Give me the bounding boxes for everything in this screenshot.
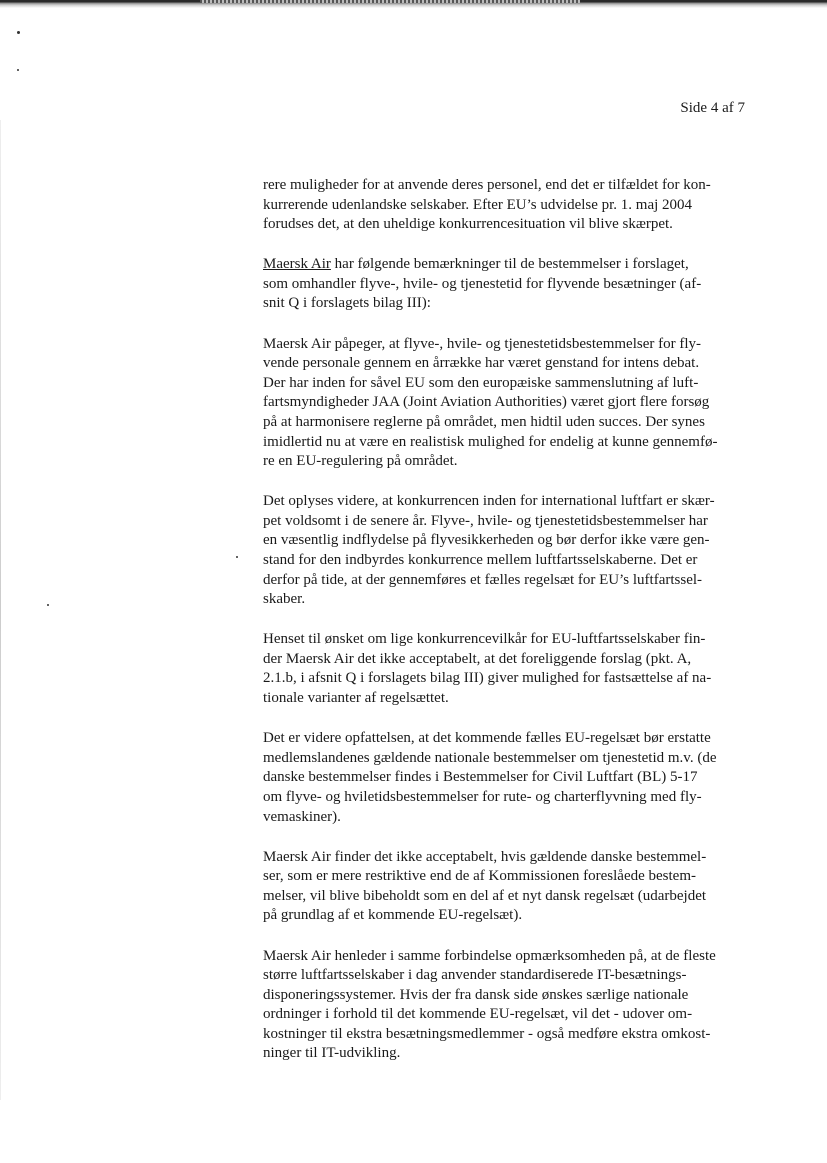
text-line: stand for den indbyrdes konkurrence mellem luftfartsselskaberne. Det er: [263, 552, 698, 568]
paragraph-4: [263, 492, 749, 610]
text-line: ninger til IT-udvikling.: [263, 1045, 401, 1062]
text-fragment: har følgende bemærkninger til de bestemmelser i forslaget,: [330, 256, 689, 273]
text-line: medlemslandenes gældende nationale bestemmelser om tjenestetid m.v. (de: [263, 749, 717, 766]
scan-speck: [17, 31, 20, 34]
text-line: Der har inden for såvel EU som den europæiske sammenslutning af luft-: [263, 374, 699, 391]
text-line: disponeringssystemer. Hvis der fra dansk side ønskes særlige nationale: [263, 986, 689, 1003]
text-line: en væsentlig indflydelse på flyvesikkerheden og bør derfor ikke være gen-: [263, 532, 710, 549]
text-line: større luftfartsselskaber i dag anvender standardiserede IT-besætnings-: [263, 967, 687, 984]
text-line: melser, vil blive bibeholdt som en del af et nyt dansk regelsæt (udarbejdet: [263, 887, 707, 904]
text-line: kurrerende udenlandske selskaber. Efter EU’s udvidelse pr. 1. maj 2004: [263, 196, 693, 213]
text-line: snit Q i forslagets bilag III):: [263, 295, 431, 312]
text-line: tionale varianter af regelsættet.: [263, 690, 449, 707]
text-line: kostninger til ekstra besætningsmedlemmer - også medføre ekstra omkost-: [263, 1025, 711, 1042]
text-line: derfor på tide, at der gennemføres et fælles regelsæt for EU’s luftfartssel-: [263, 571, 703, 588]
text-line: der Maersk Air det ikke acceptabelt, at det foreliggende forslag (pkt. A,: [263, 650, 692, 667]
text-line: Det er videre opfattelsen, at det kommende fælles EU-regelsæt bør erstatte: [263, 730, 711, 747]
text-line: imidlertid nu at være en realistisk mulighed for endelig at kunne gennemfø-: [263, 433, 718, 450]
text-line: forudses det, at den uheldige konkurrencesituation vil blive skærpet.: [263, 216, 673, 233]
scan-speck: [47, 604, 49, 606]
text-line: Maersk Air finder det ikke acceptabelt, hvis gældende danske bestemmel-: [263, 848, 707, 865]
text-line: ser, som er mere restriktive end de af Kommissionen foreslåede bestem-: [263, 868, 697, 885]
company-name-underlined: Maersk Air: [263, 256, 331, 273]
text-line: vende personale gennem en årrække har været genstand for intens debat.: [263, 355, 700, 372]
paragraph-6: [263, 729, 749, 827]
page-number: Side 4 af 7: [680, 100, 745, 116]
text-line: som omhandler flyve-, hvile- og tjenestetid for flyvende besætninger (af-: [263, 275, 702, 292]
scan-speck: [236, 556, 238, 558]
paragraph-3: [263, 335, 749, 472]
scan-top-dither: [200, 0, 580, 3]
text-line: ordninger i forhold til det kommende EU-regelsæt, vil det - udover om-: [263, 1006, 693, 1023]
paragraph-2: [263, 255, 749, 314]
text-line: skaber.: [263, 591, 306, 608]
scan-left-edge: [0, 120, 1, 1100]
text-line: vemaskiner).: [263, 808, 341, 825]
text-line: om flyve- og hviletidsbestemmelser for rute- og charterflyvning med fly-: [263, 788, 702, 805]
text-line: pet voldsomt i de senere år. Flyve-, hvile- og tjenestetidsbestemmelser har: [263, 512, 708, 529]
scan-speck: [17, 69, 19, 71]
text-line: Maersk Air henleder i samme forbindelse opmærksomheden på, at de fleste: [263, 947, 716, 964]
text-line: Maersk Air påpeger, at flyve-, hvile- og tjenestetidsbestemmelser for fly-: [263, 335, 702, 352]
text-line: på grundlag af et kommende EU-regelsæt).: [263, 907, 523, 924]
text-line: danske bestemmelser findes i Bestemmelser for Civil Luftfart (BL) 5-17: [263, 769, 698, 786]
paragraph-5: [263, 630, 749, 708]
paragraph-7: [263, 848, 749, 926]
text-line: på at harmonisere reglerne på området, men hidtil uden succes. Der synes: [263, 413, 705, 430]
text-line: [263, 255, 749, 275]
paragraph-8: [263, 947, 749, 1065]
text-line: fartsmyndigheder JAA (Joint Aviation Authorities) været gjort flere forsøg: [263, 394, 710, 411]
text-line: 2.1.b, i afsnit Q i forslagets bilag III) giver mulighed for fastsættelse af na-: [263, 670, 712, 687]
text-line: re en EU-regulering på området.: [263, 453, 458, 470]
text-line: rere muligheder for at anvende deres personel, end det er tilfældet for kon-: [263, 177, 711, 193]
text-line: Det oplyses videre, at konkurrencen inden for international luftfart er skær-: [263, 493, 715, 510]
document-body: [263, 176, 749, 1085]
text-line: Henset til ønsket om lige konkurrencevilkår for EU-luftfartsselskaber fin-: [263, 631, 706, 648]
paragraph-1: [263, 176, 749, 235]
